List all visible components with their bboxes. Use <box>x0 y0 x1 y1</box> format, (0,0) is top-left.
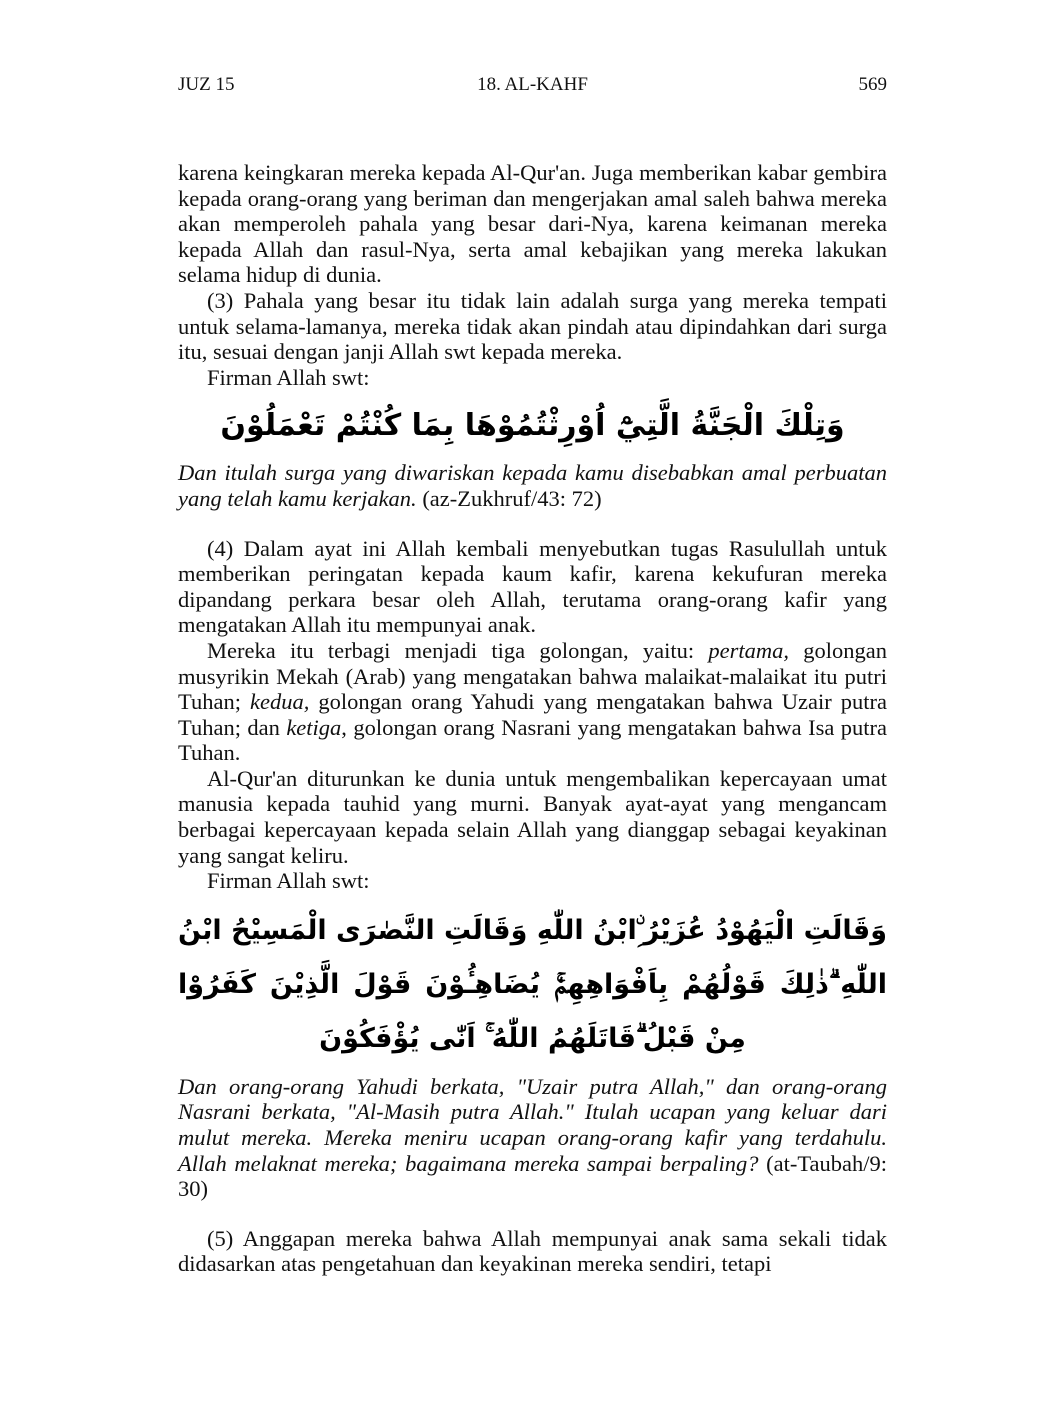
surah-title: 18. AL-KAHF <box>477 74 588 95</box>
spacer <box>178 1202 887 1226</box>
translation-2-text: Dan orang-orang Yahudi berkata, "Uzair putra Allah," dan orang-orang Nasrani berkata, "Al-Masih putra Allah." Itulah ucapan yang keluar dari mulut mereka. Mereka meniru ucapan orang-orang kafir yang terdahulu. Allah melaknat mereka; bagaimana mereka sampai berpaling? <box>178 1073 887 1176</box>
translation-1 <box>178 460 887 511</box>
paragraph-4 <box>178 638 887 766</box>
spacer <box>178 512 887 536</box>
p4-pertama: pertama, <box>708 637 790 663</box>
firman-label-1: Firman Allah swt: <box>207 364 370 390</box>
juz-label: JUZ 15 <box>178 74 235 95</box>
arabic-verse-2: وَقَالَتِ الْيَهُوْدُ عُزَيْرُ ِۨابْنُ اللّٰهِ وَقَالَتِ النَّصٰرَى الْمَسِيْحُ ابْنُ اللّٰهِ ۗذٰلِكَ قَوْلُهُمْ بِاَفْوَاهِهِمْۚ يُضَاهِـُٔوْنَ قَوْلَ الَّذِيْنَ كَفَرُوْا مِنْ قَبْلُ ۗقَاتَلَهُمُ اللّٰهُ ۚ اَنّٰى يُؤْفَكُوْنَ <box>178 914 887 1054</box>
p4-kedua: kedua, <box>249 689 310 715</box>
p4-text-a: Mereka itu terbagi menjadi tiga golongan, yaitu: <box>207 637 709 663</box>
paragraph-6: (5) Anggapan mereka bahwa Allah mempunyai anak sama sekali tidak didasarkan atas pengetahuan dan keyakinan mereka sendiri, tetapi <box>178 1225 887 1277</box>
arabic-verse-1: وَتِلْكَ الْجَنَّةُ الَّتِيْٓ اُوْرِثْتُمُوْهَا بِمَا كُنْتُمْ تَعْمَلُوْنَ <box>220 408 845 444</box>
p4-text-g: , golongan orang Nasrani yang mengatakan bahwa Isa putra Tuhan. <box>178 714 887 766</box>
translation-2 <box>178 1074 887 1202</box>
p4-ketiga: ketiga <box>286 714 342 740</box>
paragraph-3: (4) Dalam ayat ini Allah kembali menyebutkan tugas Rasulullah untuk memberikan peringatan kepada kaum kafir, karena kekufuran mereka dipandang perkara besar oleh Allah, terutama orang-orang kafir yang mengatakan Allah itu mempunyai anak. <box>178 535 887 638</box>
translation-1-reference: (az-Zukhruf/43: 72) <box>416 485 602 511</box>
p4-text-e: golongan orang Yahudi yang mengatakan bahwa Uzair putra Tuhan; dan <box>178 689 887 740</box>
page-number: 569 <box>858 74 887 95</box>
paragraph-2: (3) Pahala yang besar itu tidak lain adalah surga yang mereka tempati untuk selama-lamanya, mereka tidak akan pindah atau dipindahkan dari surga itu, sesuai dengan janji Allah swt kepada mereka. <box>178 287 887 365</box>
paragraph-1: karena keingkaran mereka kepada Al-Qur'an. Juga memberikan kabar gembira kepada orang-orang yang beriman dan mengerjakan amal saleh bahwa mereka akan memperoleh pahala yang besar dari-Nya, karena keimanan mereka kepada Allah dan rasul-Nya, serta amal kebajikan yang mereka lakukan selama hidup di dunia. <box>178 160 887 288</box>
page-body <box>178 160 887 1277</box>
translation-1-text: Dan itulah surga yang diwariskan kepada kamu disebabkan amal perbuatan yang telah kamu kerjakan. <box>178 460 887 511</box>
p4-text-c: golongan musyrikin Mekah (Arab) yang mengatakan bahwa malaikat-malaikat itu putri Tuhan; <box>178 637 887 715</box>
firman-label-2: Firman Allah swt: <box>207 868 370 894</box>
translation-2-reference: (at-Taubah/9: 30) <box>178 1150 887 1202</box>
paragraph-5: Al-Qur'an diturunkan ke dunia untuk mengembalikan kepercayaan umat manusia kepada tauhid yang murni. Banyak ayat-ayat yang mengancam berbagai kepercayaan kepada selain Allah yang dianggap sebagai keyakinan yang sangat keliru. <box>178 765 887 868</box>
page-header <box>178 74 887 104</box>
